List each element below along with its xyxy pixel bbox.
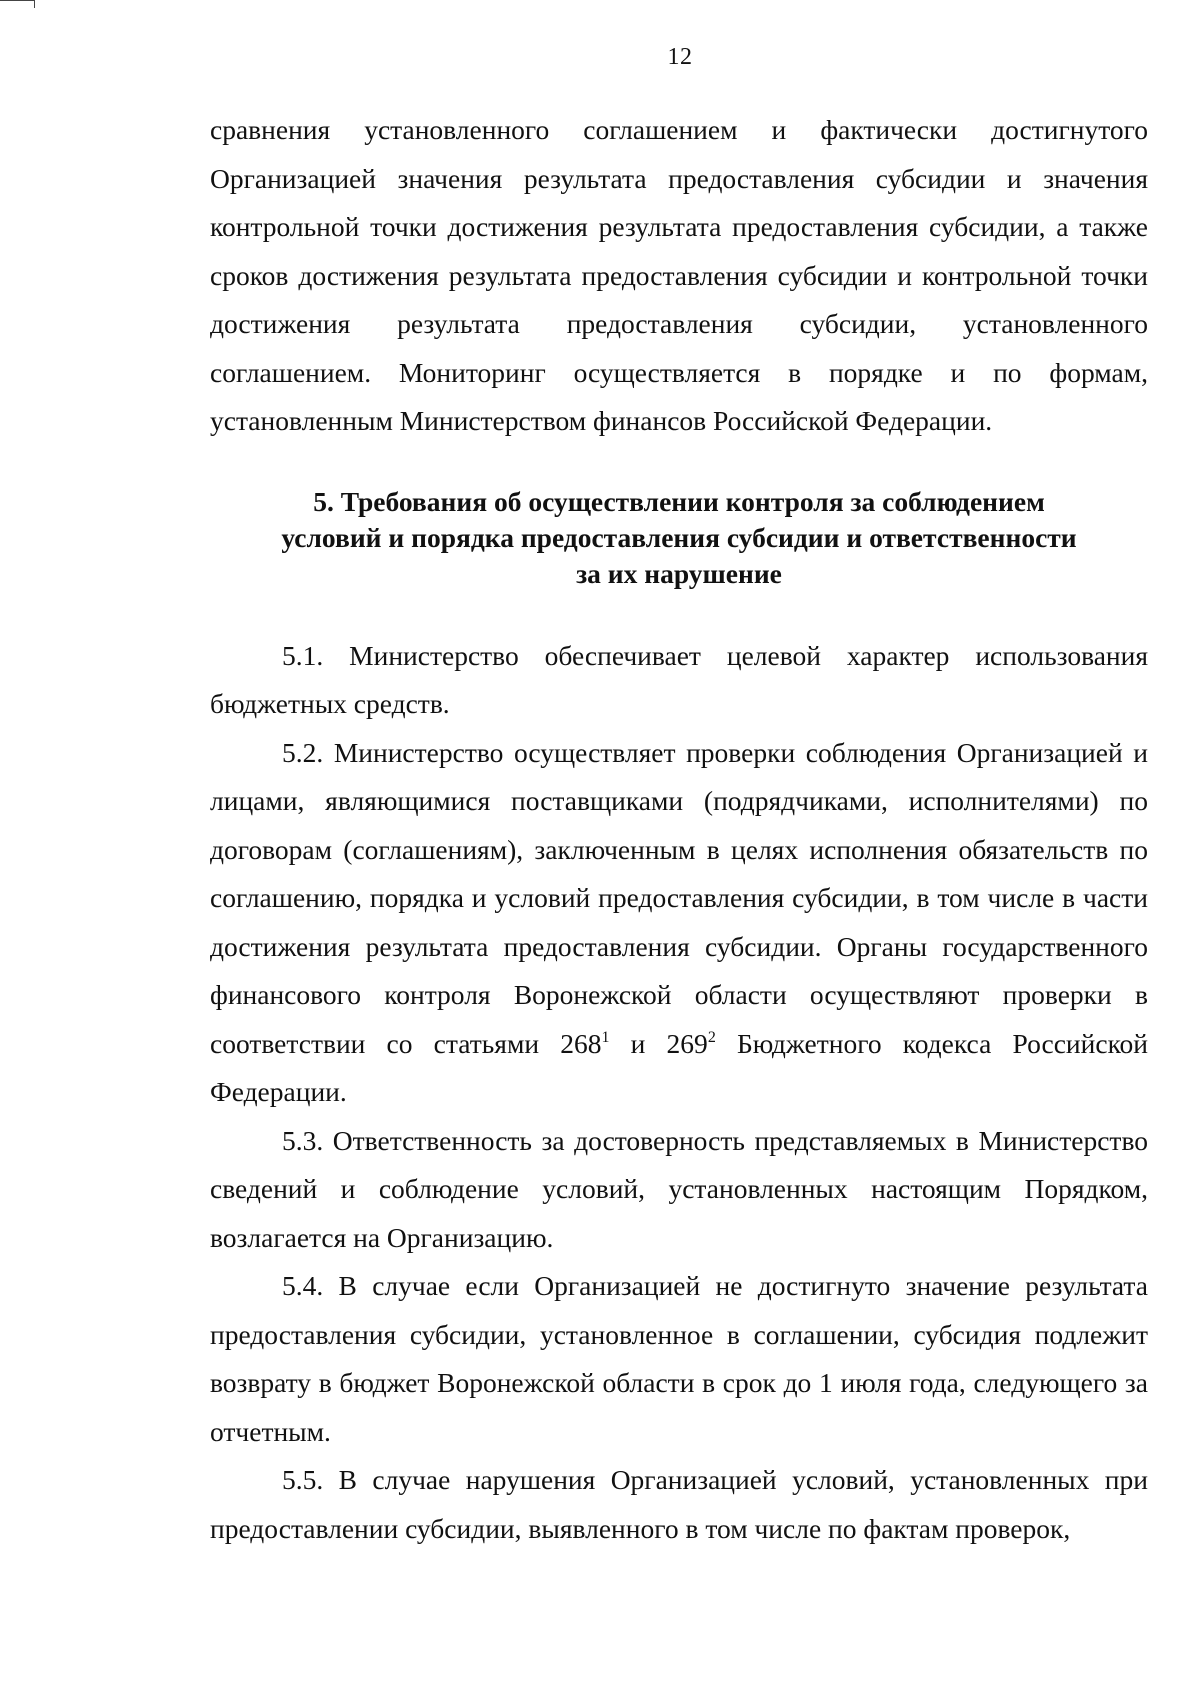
paragraph-5-3: 5.3. Ответственность за достоверность представляемых в Министерство сведений и соблюдение условий, установленных настоящим Порядком, возлагается на Организацию. (210, 1124, 1148, 1253)
paragraph-5-4: 5.4. В случае если Организацией не достигнуто значение результата предоставления субсидии, установленное в соглашении, субсидия подлежит возврату в бюджет Воронежской области в срок до 1 июля года, следующего за отчетным. (210, 1270, 1148, 1447)
paragraph-5-1: 5.1. Министерство обеспечивает целевой характер использования бюджетных средств. (210, 639, 1148, 719)
document-body (210, 106, 1148, 1553)
paragraph-5-5: 5.5. В случае нарушения Организацией условий, установленных при предоставлении субсидии, выявленного в том числе по фактам проверок, (210, 1464, 1148, 1544)
scan-edge-mark (0, 0, 35, 8)
section-5-heading-line-3: за их нарушение (576, 557, 782, 589)
paragraph-monitoring-continuation: сравнения установленного соглашением и фактически достигнутого Организацией значения результата предоставления субсидии и значения контрольной точки достижения результата предоставления субсидии, а также сроков достижения результата предоставления субсидии и контрольной точки достижения результата предоставления субсидии, установленного соглашением. Мониторинг осуществляется в порядке и по формам, установленным Министерством финансов Российской Федерации. (210, 114, 1148, 436)
page-number: 12 (667, 44, 693, 70)
paragraph-5-2-text-b: и 269 (609, 1027, 708, 1059)
paragraph-5-2-text-a: 5.2. Министерство осуществляет проверки соблюдения Организацией и лицами, являющимися поставщиками (подрядчиками, исполнителями) по договорам (соглашениям), заключенным в целях исполнения обязательств по соглашению, порядка и условий предоставления субсидии, в том числе в части достижения результата предоставления субсидии. Органы государственного финансового контроля Воронежской области осуществляют проверки в соответствии со статьями 268 (210, 736, 1148, 1059)
section-5-heading-line-2: условий и порядка предоставления субсидии и ответственности (281, 521, 1077, 553)
superscript-article-268: 1 (601, 1028, 610, 1046)
paragraph-5-2-text-c: Бюджетного кодекса Российской Федерации. (210, 1027, 1148, 1107)
section-5-heading-line-1: 5. Требования об осуществлении контроля за соблюдением (313, 485, 1045, 517)
section-5-heading (210, 484, 1148, 592)
superscript-article-269: 2 (707, 1028, 716, 1046)
paragraph-5-2 (210, 729, 1148, 1117)
